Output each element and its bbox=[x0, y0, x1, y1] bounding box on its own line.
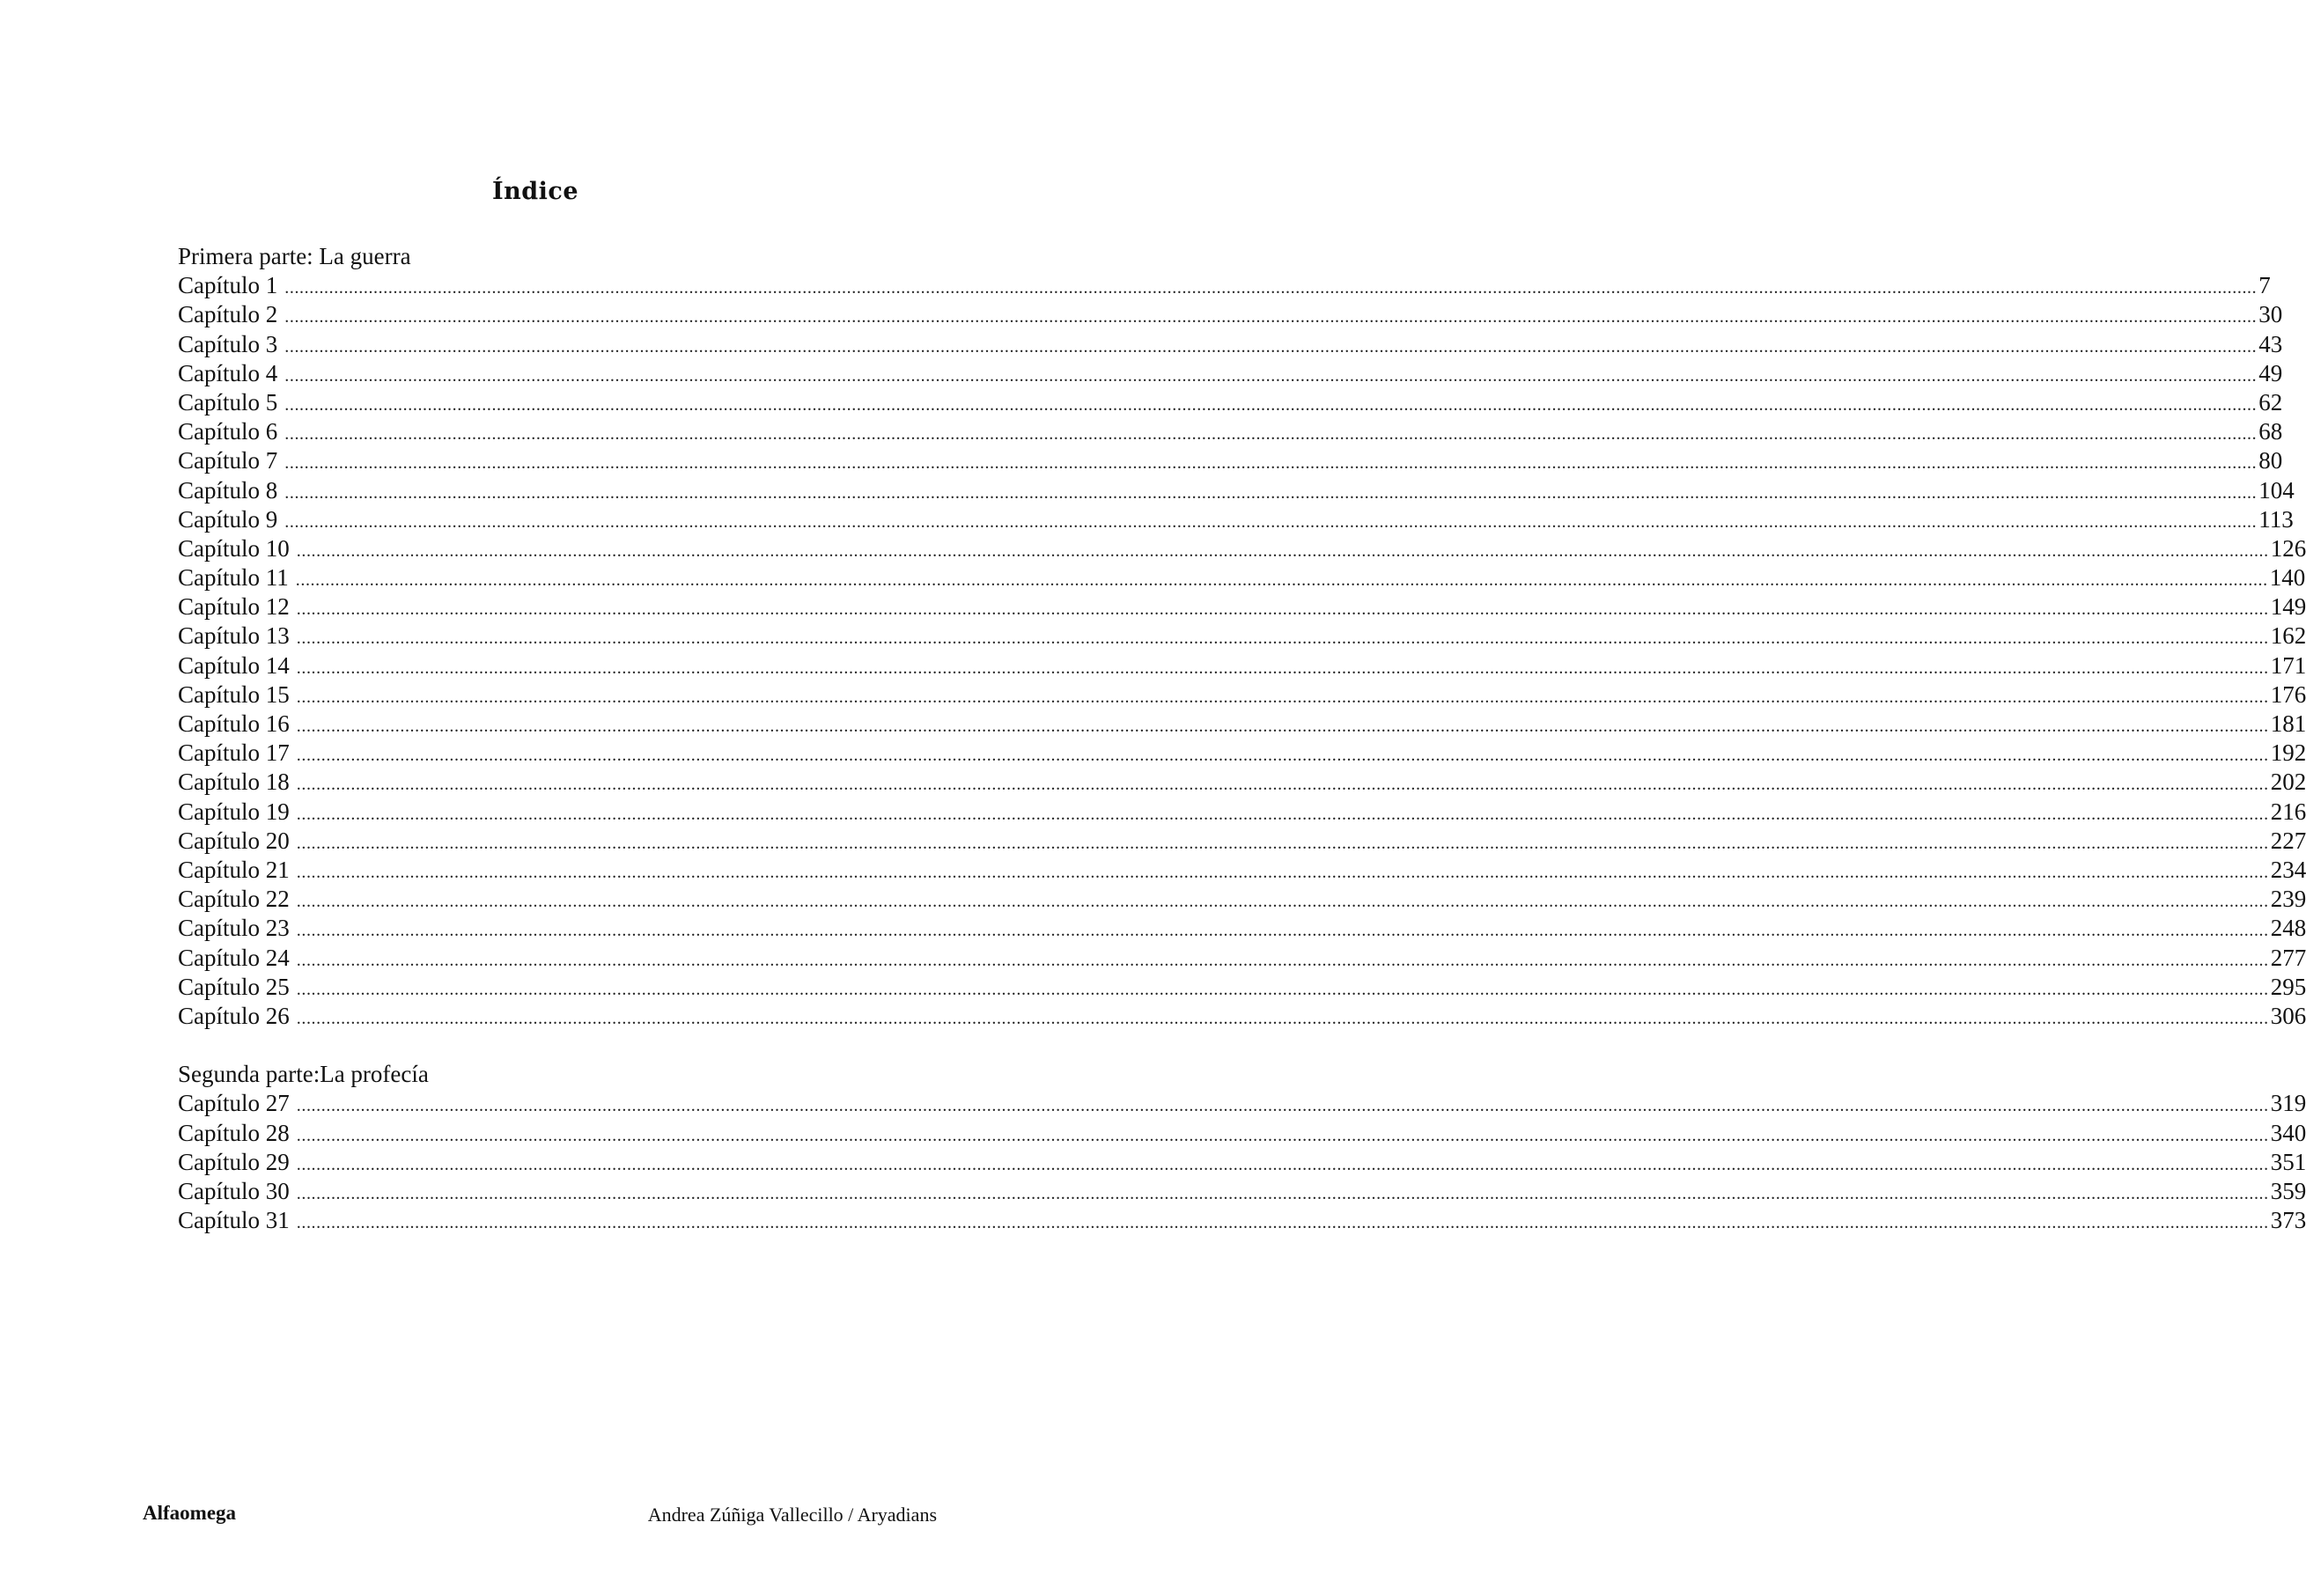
page-number: 295 bbox=[2270, 973, 2306, 1000]
chapter-label: Capítulo 21 bbox=[178, 856, 290, 883]
chapter-label: Capítulo 12 bbox=[178, 593, 290, 621]
page-number: 373 bbox=[2270, 1207, 2306, 1234]
page-number: 7 bbox=[2258, 272, 2271, 299]
dot-leader: ................................................................................................................................................................................................................................................................................................................................................................................................................ bbox=[284, 307, 2258, 327]
chapter-label: Capítulo 15 bbox=[178, 680, 290, 708]
toc-entry bbox=[178, 739, 2306, 768]
page-number: 340 bbox=[2270, 1119, 2306, 1146]
dot-leader: ................................................................................................................................................................................................................................................................................................................................................................................................................ bbox=[284, 394, 2258, 415]
toc-entry bbox=[178, 417, 2283, 446]
dot-leader: ................................................................................................................................................................................................................................................................................................................................................................................................................ bbox=[296, 921, 2269, 941]
toc-entry bbox=[178, 885, 2306, 914]
dot-leader: ................................................................................................................................................................................................................................................................................................................................................................................................................ bbox=[296, 599, 2269, 620]
dot-leader: ................................................................................................................................................................................................................................................................................................................................................................................................................ bbox=[284, 365, 2258, 386]
page-number: 227 bbox=[2270, 827, 2306, 854]
page-number: 192 bbox=[2270, 739, 2306, 767]
page-number: 126 bbox=[2270, 534, 2306, 562]
toc-entry bbox=[178, 359, 2283, 388]
toc-entry bbox=[178, 505, 2294, 534]
dot-leader: ................................................................................................................................................................................................................................................................................................................................................................................................................ bbox=[296, 775, 2269, 795]
toc-entry bbox=[178, 1148, 2306, 1177]
page-number: 149 bbox=[2270, 593, 2306, 621]
chapter-label: Capítulo 10 bbox=[178, 534, 290, 562]
toc-entry bbox=[178, 914, 2306, 943]
publisher-footer: Alfaomega bbox=[143, 1502, 237, 1524]
chapter-label: Capítulo 23 bbox=[178, 915, 290, 942]
page-number: 49 bbox=[2258, 359, 2283, 386]
toc-entry bbox=[178, 300, 2283, 329]
toc-entry bbox=[178, 592, 2306, 621]
page-number: 140 bbox=[2269, 564, 2306, 592]
page-number: 319 bbox=[2270, 1090, 2306, 1117]
toc-entry bbox=[178, 330, 2283, 359]
toc-entry bbox=[178, 621, 2306, 651]
page-number: 277 bbox=[2270, 944, 2306, 971]
page-number: 104 bbox=[2258, 476, 2295, 504]
dot-leader: ................................................................................................................................................................................................................................................................................................................................................................................................................ bbox=[284, 424, 2258, 445]
page-number: 181 bbox=[2270, 710, 2306, 737]
toc-entry bbox=[178, 944, 2306, 973]
chapter-label: Capítulo 7 bbox=[178, 447, 278, 474]
toc-entry bbox=[178, 680, 2306, 710]
table-of-contents bbox=[178, 242, 2306, 1235]
chapter-label: Capítulo 13 bbox=[178, 622, 290, 650]
page-number: 162 bbox=[2270, 622, 2306, 650]
chapter-label: Capítulo 11 bbox=[178, 564, 289, 592]
toc-entry bbox=[178, 446, 2283, 475]
toc-entry bbox=[178, 534, 2306, 563]
chapter-label: Capítulo 22 bbox=[178, 886, 290, 913]
toc-entry bbox=[178, 388, 2283, 417]
dot-leader: ................................................................................................................................................................................................................................................................................................................................................................................................................ bbox=[296, 717, 2269, 736]
toc-entry bbox=[178, 651, 2306, 680]
dot-leader: ................................................................................................................................................................................................................................................................................................................................................................................................................ bbox=[296, 1125, 2269, 1145]
chapter-label: Capítulo 5 bbox=[178, 388, 278, 416]
chapter-label: Capítulo 6 bbox=[178, 418, 278, 445]
dot-leader: ................................................................................................................................................................................................................................................................................................................................................................................................................ bbox=[296, 950, 2269, 970]
dot-leader: ................................................................................................................................................................................................................................................................................................................................................................................................................ bbox=[296, 629, 2269, 649]
dot-leader: ................................................................................................................................................................................................................................................................................................................................................................................................................ bbox=[284, 482, 2258, 503]
page-number: 248 bbox=[2270, 915, 2306, 942]
page-number: 30 bbox=[2258, 301, 2283, 328]
page-number: 239 bbox=[2270, 886, 2306, 913]
chapter-label: Capítulo 3 bbox=[178, 330, 278, 357]
dot-leader: ................................................................................................................................................................................................................................................................................................................................................................................................................ bbox=[296, 804, 2269, 824]
chapter-label: Capítulo 16 bbox=[178, 710, 290, 737]
page-number: 216 bbox=[2270, 798, 2306, 825]
author-work-footer: Andrea Zúñiga Vallecillo / Aryadians bbox=[647, 1504, 937, 1526]
page-number: 113 bbox=[2258, 505, 2294, 533]
toc-entry bbox=[178, 798, 2306, 827]
dot-leader: ................................................................................................................................................................................................................................................................................................................................................................................................................ bbox=[284, 453, 2258, 474]
chapter-label: Capítulo 1 bbox=[178, 272, 278, 299]
chapter-label: Capítulo 20 bbox=[178, 827, 290, 854]
page-number: 306 bbox=[2270, 1002, 2306, 1029]
toc-entry bbox=[178, 476, 2295, 505]
section-spacer bbox=[178, 1031, 895, 1060]
toc-entry bbox=[178, 827, 2306, 856]
chapter-label: Capítulo 26 bbox=[178, 1002, 290, 1029]
chapter-label: Capítulo 8 bbox=[178, 476, 278, 504]
dot-leader: ................................................................................................................................................................................................................................................................................................................................................................................................................ bbox=[296, 862, 2269, 882]
dot-leader: ................................................................................................................................................................................................................................................................................................................................................................................................................ bbox=[296, 979, 2269, 999]
page-number: 359 bbox=[2270, 1178, 2306, 1204]
page-number: 234 bbox=[2270, 856, 2306, 883]
page-number: 68 bbox=[2258, 418, 2283, 445]
toc-entry bbox=[178, 1089, 2306, 1118]
toc-entry bbox=[178, 973, 2306, 1002]
toc-entry bbox=[178, 710, 2306, 739]
page-number: 62 bbox=[2258, 388, 2283, 416]
dot-leader: ................................................................................................................................................................................................................................................................................................................................................................................................................ bbox=[295, 570, 2268, 591]
section-heading: Segunda parte:La profecía bbox=[178, 1061, 429, 1088]
dot-leader: ................................................................................................................................................................................................................................................................................................................................................................................................................ bbox=[296, 1213, 2269, 1233]
chapter-label: Capítulo 28 bbox=[178, 1119, 290, 1146]
chapter-label: Capítulo 18 bbox=[178, 769, 290, 796]
toc-entry bbox=[178, 768, 2306, 797]
chapter-label: Capítulo 4 bbox=[178, 359, 278, 386]
page-number: 171 bbox=[2270, 651, 2306, 679]
dot-leader: ................................................................................................................................................................................................................................................................................................................................................................................................................ bbox=[296, 833, 2269, 853]
chapter-label: Capítulo 27 bbox=[178, 1090, 290, 1117]
section-heading: Primera parte: La guerra bbox=[178, 243, 411, 269]
chapter-label: Capítulo 14 bbox=[178, 651, 290, 679]
dot-leader: ................................................................................................................................................................................................................................................................................................................................................................................................................ bbox=[296, 892, 2269, 912]
chapter-label: Capítulo 31 bbox=[178, 1207, 290, 1234]
page-number: 80 bbox=[2258, 447, 2283, 474]
toc-entry bbox=[178, 1177, 2306, 1206]
dot-leader: ................................................................................................................................................................................................................................................................................................................................................................................................................ bbox=[284, 511, 2258, 532]
dot-leader: ................................................................................................................................................................................................................................................................................................................................................................................................................ bbox=[296, 1154, 2269, 1174]
toc-entry bbox=[178, 856, 2306, 885]
chapter-label: Capítulo 19 bbox=[178, 798, 290, 825]
toc-entry bbox=[178, 1206, 2306, 1235]
page-number: 43 bbox=[2258, 330, 2283, 357]
page-title: Índice bbox=[491, 178, 578, 205]
chapter-label: Capítulo 2 bbox=[178, 301, 278, 328]
dot-leader: ................................................................................................................................................................................................................................................................................................................................................................................................................ bbox=[296, 658, 2269, 678]
chapter-label: Capítulo 30 bbox=[178, 1178, 290, 1204]
chapter-label: Capítulo 17 bbox=[178, 739, 290, 767]
dot-leader: ................................................................................................................................................................................................................................................................................................................................................................................................................ bbox=[296, 1096, 2269, 1116]
chapter-label: Capítulo 24 bbox=[178, 944, 290, 971]
dot-leader: ................................................................................................................................................................................................................................................................................................................................................................................................................ bbox=[296, 746, 2269, 766]
chapter-label: Capítulo 9 bbox=[178, 505, 278, 533]
page-number: 176 bbox=[2270, 680, 2306, 708]
dot-leader: ................................................................................................................................................................................................................................................................................................................................................................................................................ bbox=[284, 278, 2258, 298]
dot-leader: ................................................................................................................................................................................................................................................................................................................................................................................................................ bbox=[296, 1008, 2269, 1028]
dot-leader: ................................................................................................................................................................................................................................................................................................................................................................................................................ bbox=[296, 541, 2269, 561]
page-number: 202 bbox=[2270, 769, 2306, 796]
chapter-label: Capítulo 25 bbox=[178, 973, 290, 1000]
chapter-label: Capítulo 29 bbox=[178, 1148, 290, 1175]
page-number: 351 bbox=[2270, 1148, 2306, 1175]
dot-leader: ................................................................................................................................................................................................................................................................................................................................................................................................................ bbox=[296, 687, 2269, 707]
dot-leader: ................................................................................................................................................................................................................................................................................................................................................................................................................ bbox=[284, 336, 2258, 357]
toc-entry bbox=[178, 1002, 2306, 1031]
toc-entry bbox=[178, 1119, 2306, 1148]
dot-leader: ................................................................................................................................................................................................................................................................................................................................................................................................................ bbox=[296, 1184, 2269, 1203]
toc-entry bbox=[178, 271, 2271, 300]
toc-entry bbox=[178, 563, 2306, 592]
